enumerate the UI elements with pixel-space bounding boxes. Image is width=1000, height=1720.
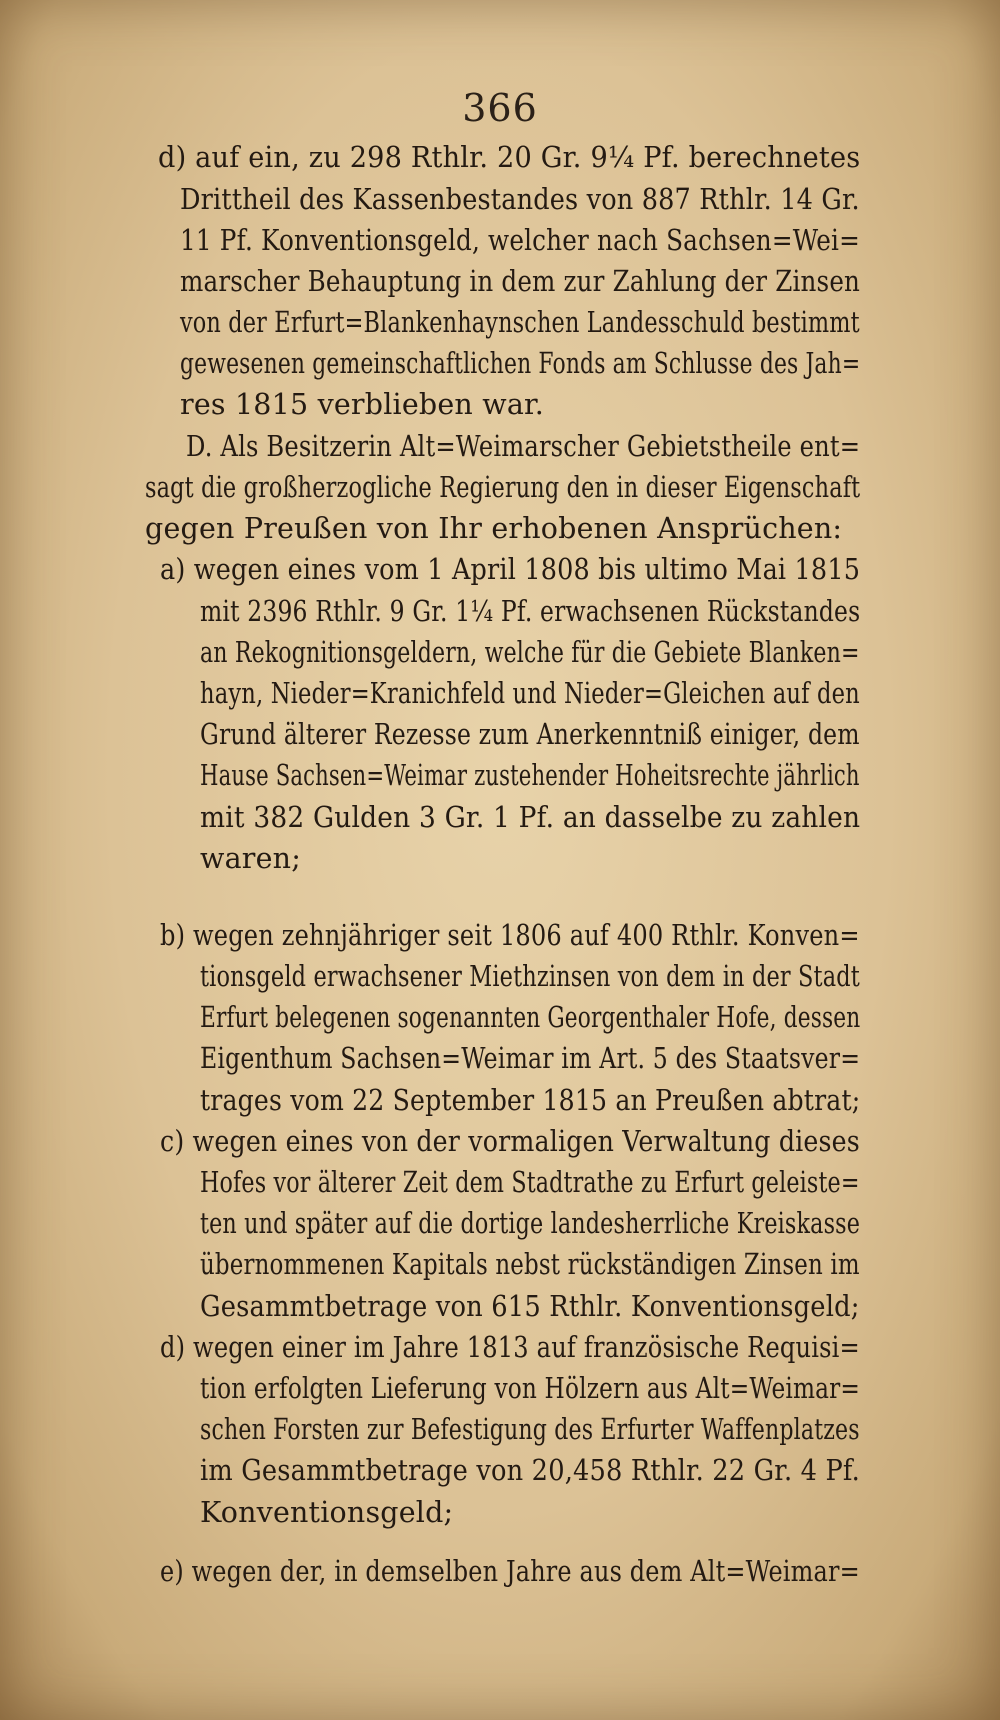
text-line: Drittheil des Kassenbestandes von 887 Rthlr. 14 Gr. (180, 183, 860, 216)
text-line: waren; (200, 842, 302, 875)
text-line: Eigenthum Sachsen=Weimar im Art. 5 des Staatsver= (200, 1042, 861, 1075)
text-line: mit 2396 Rthlr. 9 Gr. 1¼ Pf. erwachsenen Rückstandes (200, 595, 861, 628)
text-line: D. Als Besitzerin Alt=Weimarscher Gebietstheile ent= (186, 430, 861, 463)
text-line: an Rekognitionsgeldern, welche für die Gebiete Blanken= (200, 636, 860, 669)
text-line: ten und später auf die dortige landesherrliche Kreiskasse (200, 1207, 861, 1240)
text-line: übernommenen Kapitals nebst rückständigen Zinsen im (200, 1248, 860, 1281)
text-line: von der Erfurt=Blankenhaynschen Landesschuld bestimmt (180, 306, 860, 339)
page-number: 366 (462, 86, 538, 130)
text-line: e) wegen der, in demselben Jahre aus dem Alt=Weimar= (160, 1555, 860, 1588)
text-line: marscher Behauptung in dem zur Zahlung der Zinsen (180, 265, 861, 298)
text-line: a) wegen eines vom 1 April 1808 bis ultimo Mai 1815 (160, 553, 861, 586)
text-line: trages vom 22 September 1815 an Preußen abtrat; (200, 1084, 861, 1117)
text-line: gewesenen gemeinschaftlichen Fonds am Schlusse des Jah= (180, 347, 861, 380)
text-line: im Gesammtbetrage von 20,458 Rthlr. 22 Gr. 4 Pf. (200, 1454, 861, 1487)
text-line: gegen Preußen von Ihr erhobenen Ansprüchen: (145, 512, 843, 545)
text-line: Gesammtbetrage von 615 Rthlr. Konventionsgeld; (200, 1290, 860, 1323)
text-line: Erfurt belegenen sogenannten Georgenthaler Hofe, dessen (200, 1001, 861, 1034)
text-line: d) auf ein, zu 298 Rthlr. 20 Gr. 9¼ Pf. berechnetes (158, 141, 861, 174)
text-line: Hofes vor älterer Zeit dem Stadtrathe zu Erfurt geleiste= (200, 1166, 860, 1199)
text-line: d) wegen einer im Jahre 1813 auf französische Requisi= (160, 1331, 860, 1364)
text-line: b) wegen zehnjähriger seit 1806 auf 400 Rthlr. Konven= (160, 919, 860, 952)
text-line: Hause Sachsen=Weimar zustehender Hoheitsrechte jährlich (200, 759, 860, 792)
text-line: tionsgeld erwachsener Miethzinsen von dem in der Stadt (200, 960, 860, 993)
text-line: Konventionsgeld; (200, 1496, 454, 1529)
text-line: tion erfolgten Lieferung von Hölzern aus Alt=Weimar= (200, 1372, 861, 1405)
text-line: c) wegen eines von der vormaligen Verwaltung dieses (160, 1125, 860, 1158)
text-line: sagt die großherzogliche Regierung den in dieser Eigenschaft (145, 471, 861, 504)
text-line: Grund älterer Rezesse zum Anerkenntniß einiger, dem (200, 718, 860, 751)
text-line: 11 Pf. Konventionsgeld, welcher nach Sachsen=Wei= (180, 224, 860, 257)
text-line: res 1815 verblieben war. (180, 388, 544, 421)
text-line: hayn, Nieder=Kranichfeld und Nieder=Gleichen auf den (200, 677, 860, 710)
text-line: schen Forsten zur Befestigung des Erfurter Waffenplatzes (200, 1413, 860, 1446)
text-line: mit 382 Gulden 3 Gr. 1 Pf. an dasselbe zu zahlen (200, 801, 861, 834)
